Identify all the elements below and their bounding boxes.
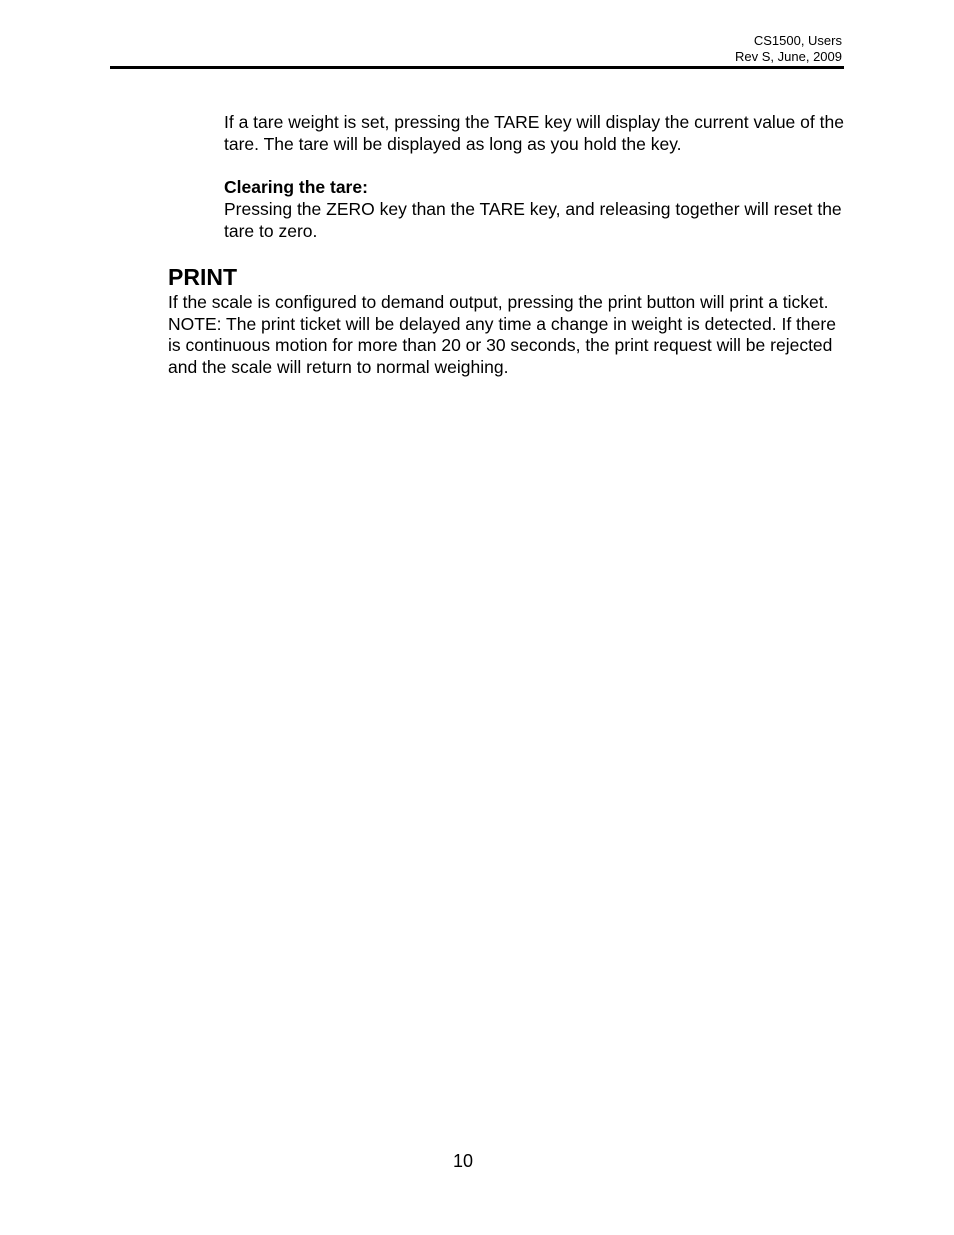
page-header (735, 33, 842, 65)
header-divider (110, 66, 844, 69)
clearing-tare-heading: Clearing the tare: (224, 177, 368, 197)
header-revision: Rev S, June, 2009 (735, 49, 842, 64)
header-document-title: CS1500, Users (753, 33, 842, 48)
print-section-paragraph: If the scale is configured to demand output, pressing the print button will print a ticket. NOTE: The print ticket will be delayed any time a change in weight is detected. If there is continuous motion for more than 20 or 30 seconds, the print request will be rejected and the scale will return to normal weighing. (168, 292, 836, 377)
page-number: 10 (452, 1151, 474, 1171)
clearing-tare-paragraph: Pressing the ZERO key than the TARE key, and releasing together will reset the tare to zero. (224, 199, 842, 241)
print-section-heading: PRINT (168, 264, 237, 290)
tare-display-paragraph: If a tare weight is set, pressing the TARE key will display the current value of the tare. The tare will be displayed as long as you hold the key. (224, 112, 844, 154)
